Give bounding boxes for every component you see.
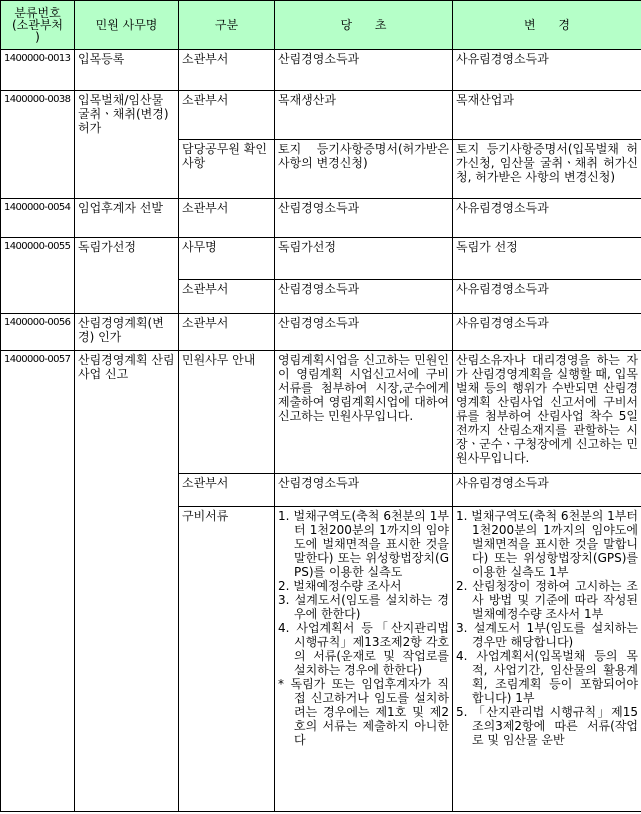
row-type: 소관부서 [179,91,275,140]
row-name: 산림경영계획 산림사업 신고 [75,351,179,812]
row-type: 소관부서 [179,199,275,238]
table-row [1,351,641,474]
table-row [1,314,641,351]
row-name: 임업후계자 선발 [75,199,179,238]
row-after: 산림소유자나 대리경영을 하는 자가 산림경영계획을 실행할 때, 입목벌채 등의 행위가 수반되면 산림경영계획 산림사업 신고서에 구비서류를 첨부하여 산림사업 착수 5일전까지 산림소재지를 관할하는 시장ㆍ군수ㆍ구청장에게 신고하는 민원사무입니다. [453,351,641,474]
row-code: 1400000-0057 [1,351,75,812]
header-code: 분류번호 (소관부처 ) [1,1,75,50]
row-name: 입목등록 [75,50,179,91]
row-after: 사유림경영소득과 [453,199,641,238]
row-code: 1400000-0013 [1,50,75,91]
row-after: 사유림경영소득과 [453,314,641,351]
row-code: 1400000-0056 [1,314,75,351]
row-after: 사유림경영소득과 [453,474,641,507]
list-item: 4. 사업계획서(입목벌채 등의 목적, 사업기간, 임산물의 활용계획, 조림계획 등이 포함되어야 합니다) 1부 [456,649,638,705]
table-row [1,199,641,238]
list-item: 2. 산림청장이 정하여 고시하는 조사 방법 및 기준에 따라 작성된 벌채예정수량 조사서 1부 [456,579,638,621]
row-after-list [453,507,641,812]
header-type: 구분 [179,1,275,50]
row-before: 산림경영소득과 [275,314,453,351]
row-after: 토지 등기사항증명서(입목벌채 허가신청, 임산물 굴취ㆍ채취 허가신청, 허가받은 사항의 변경신청) [453,140,641,199]
row-type: 소관부서 [179,280,275,314]
row-type: 담당공무원 확인사항 [179,140,275,199]
row-before: 산림경영소득과 [275,50,453,91]
list-item: 1. 벌채구역도(축척 6천분의 1부터 1천200분의 1까지의 임야도에 벌채면적을 표시한 것을 말합니다) 또는 위성항법장치(GPS)를 이용한 실측도 1부 [456,509,638,579]
list-item: 2. 벌채예정수량 조사서 [278,579,402,593]
header-after: 변 경 [453,1,641,50]
row-name: 입목벌채/임산물 굴취ㆍ채취(변경)허가 [75,91,179,199]
table-row [1,91,641,140]
row-code: 1400000-0055 [1,238,75,314]
list-item: 3. 설계도서 1부(임도를 설치하는 경우만 해당합니다) [456,621,638,649]
row-code: 1400000-0054 [1,199,75,238]
row-before: 영림계획시업을 신고하는 민원인이 영림계획 시업신고서에 구비서류를 첨부하여 시장,군수에게 제출하여 영림계획시업에 대하여 신고하는 민원사무입니다. [275,351,453,474]
header-name: 민원 사무명 [75,1,179,50]
row-before: 독림가선정 [275,238,453,280]
row-after: 독림가 선정 [453,238,641,280]
row-before: 목재생산과 [275,91,453,140]
list-item: 4. 사업계획서 등「산지관리법 시행규칙」제13조제2항 각호의 서류(운재로 및 작업로를 설치하는 경우에 한한다) [278,621,449,677]
list-item: 1. 벌채구역도(축척 6천분의 1부터 1천200분의 1까지의 임야도에 벌채면적을 표시한 것을 말한다) 또는 위성항법장치(GPS)를 이용한 실측도 [278,509,449,579]
row-type: 사무명 [179,238,275,280]
row-after: 목재산업과 [453,91,641,140]
table-row [1,50,641,91]
list-item: 3. 설계도서(임도를 설치하는 경우에 한한다) [278,593,449,621]
list-item: * 독림가 또는 임업후계자가 직접 신고하거나 임도를 설치하려는 경우에는 제1호 및 제2호의 서류는 제출하지 아니한다 [278,677,449,747]
row-code: 1400000-0038 [1,91,75,199]
required-docs-before-list [278,509,449,747]
header-row [1,1,641,50]
row-name: 산림경영계획(변경) 인가 [75,314,179,351]
row-type: 구비서류 [179,507,275,812]
row-type: 민원사무 안내 [179,351,275,474]
row-type: 소관부서 [179,50,275,91]
row-before: 산림경영소득과 [275,280,453,314]
row-before-list [275,507,453,812]
header-before: 당 초 [275,1,453,50]
row-before: 산림경영소득과 [275,474,453,507]
row-after: 사유림경영소득과 [453,50,641,91]
row-type: 소관부서 [179,314,275,351]
row-name: 독림가선정 [75,238,179,314]
row-before: 토지 등기사항증명서(허가받은 사항의 변경신청) [275,140,453,199]
row-before: 산림경영소득과 [275,199,453,238]
row-type: 소관부서 [179,474,275,507]
row-after: 사유림경영소득과 [453,280,641,314]
table-row [1,238,641,280]
required-docs-after-list [456,509,638,747]
list-item: 5. 「산지관리법 시행규칙」제15조의3제2항에 따른 서류(작업로 및 임산물 운반 [456,705,638,747]
